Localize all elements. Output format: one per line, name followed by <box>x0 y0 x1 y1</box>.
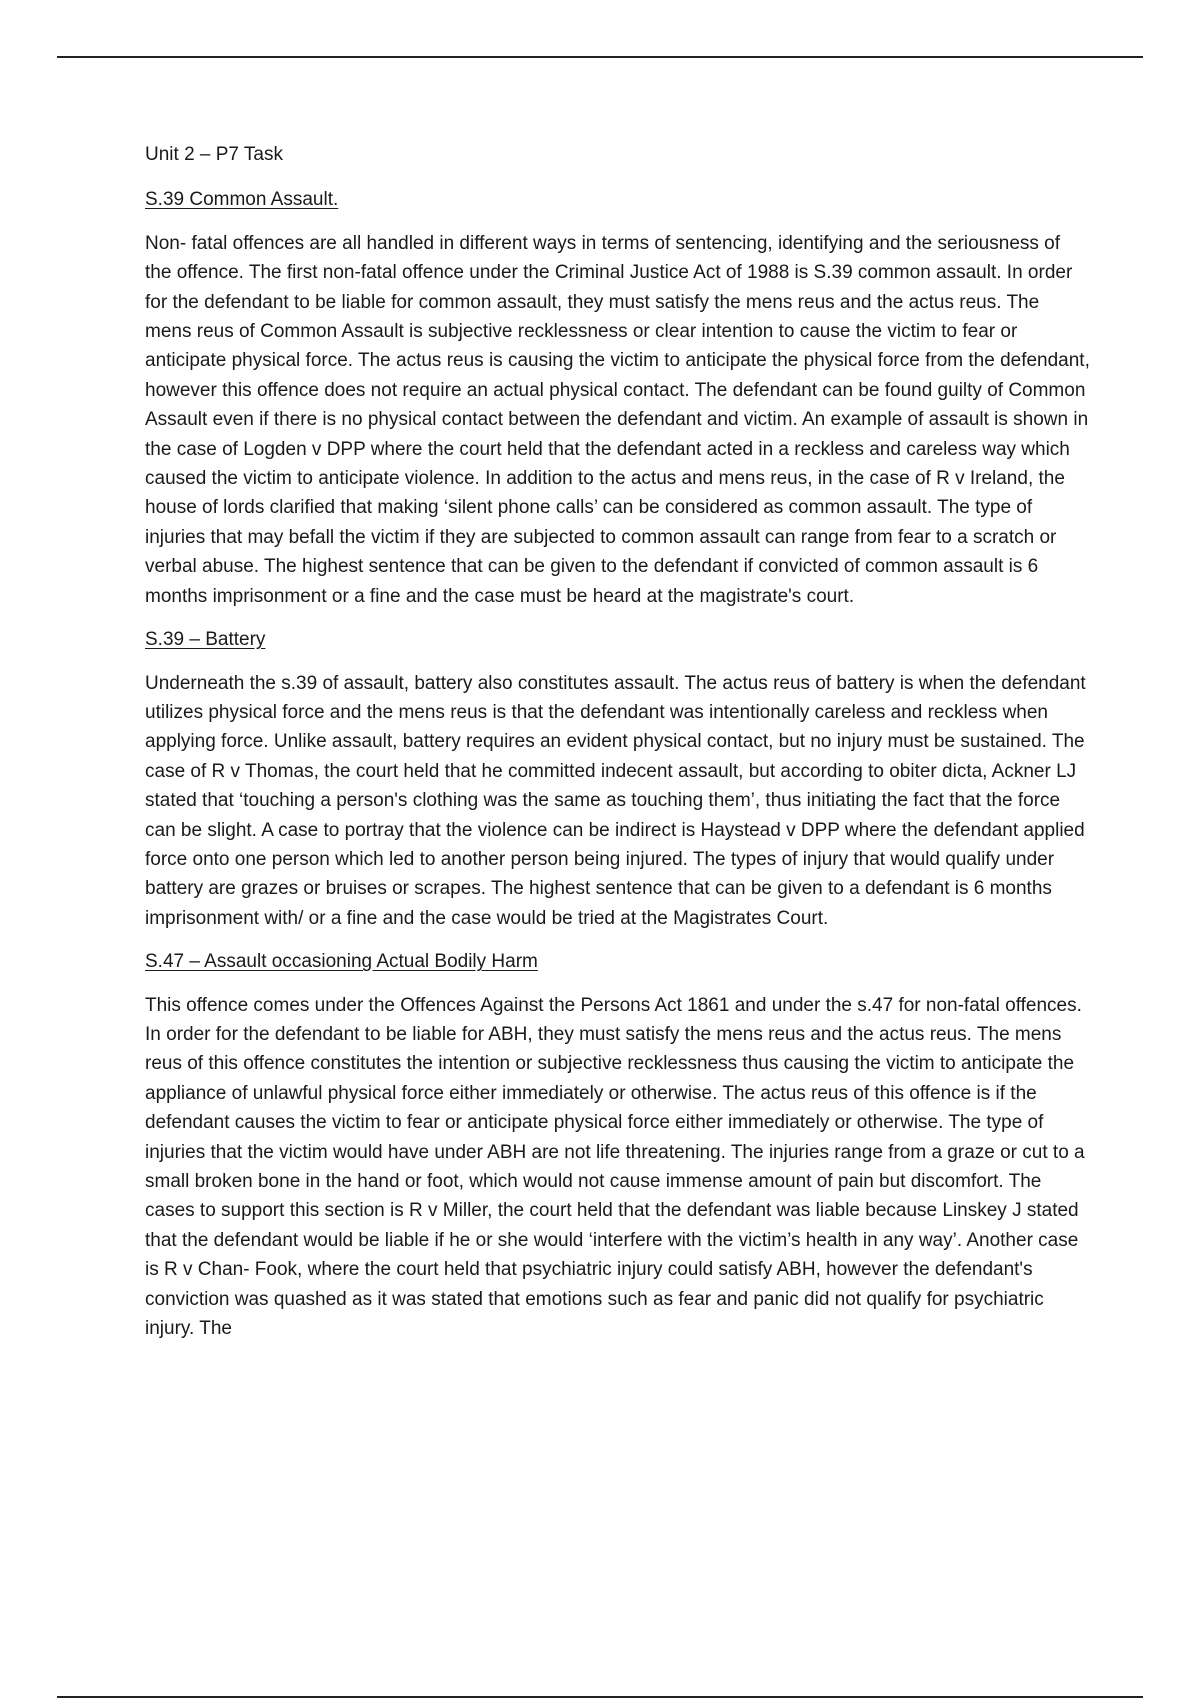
section-heading-common-assault: S.39 Common Assault. <box>145 189 339 211</box>
section-body-abh: This offence comes under the Offences Against the Persons Act 1861 and under the s.47 for non-fatal offences. In order for the defendant to be liable for ABH, they must satisfy the mens reus and the actus reus. The mens reus of this offence constitutes the intention or subjective recklessness thus causing the victim to anticipate the appliance of unlawful physical force either immediately or otherwise. The actus reus of this offence is if the defendant causes the victim to fear or anticipate physical force either immediately or otherwise. The type of injuries that the victim would have under ABH are not life threatening. The injuries range from a graze or cut to a small broken bone in the hand or foot, which would not cause immense amount of pain but discomfort. The cases to support this section is R v Miller, the court held that the defendant was liable because Linskey J stated that the defendant would be liable if he or she would ‘interfere with the victim’s health in any way’. Another case is R v Chan- Fook, where the court held that psychiatric injury could satisfy ABH, however the defendant's conviction was quashed as it was stated that emotions such as fear and panic did not qualify for psychiatric injury. The <box>145 994 1085 1340</box>
document-title: Unit 2 – P7 Task <box>145 144 284 165</box>
section-heading-battery: S.39 – Battery <box>145 629 266 651</box>
section-body-common-assault: Non- fatal offences are all handled in different ways in terms of sentencing, identifying and the seriousness of the offence. The first non-fatal offence under the Criminal Justice Act of 1988 is S.39 common assault. In order for the defendant to be liable for common assault, they must satisfy the mens reus and the actus reus. The mens reus of Common Assault is subjective recklessness or clear intention to cause the victim to fear or anticipate physical force. The actus reus is causing the victim to anticipate the physical force from the defendant, however this offence does not require an actual physical contact. The defendant can be found guilty of Common Assault even if there is no physical contact between the defendant and victim. An example of assault is shown in the case of Logden v DPP where the court held that the defendant acted in a reckless and careless way which caused the victim to anticipate violence. In addition to the actus and mens reus, in the case of R v Ireland, the house of lords clarified that making ‘silent phone calls’ can be considered as common assault. The type of injuries that may befall the victim if they are subjected to common assault can range from fear to a scratch or verbal abuse. The highest sentence that can be given to the defendant if convicted of common assault is 6 months imprisonment or a fine and the case must be heard at the magistrate's court. <box>145 232 1090 607</box>
document-body <box>145 140 1090 1357</box>
footer-rule <box>57 1696 1143 1698</box>
section-heading-abh: S.47 – Assault occasioning Actual Bodily Harm <box>145 951 538 973</box>
section-body-battery: Underneath the s.39 of assault, battery also constitutes assault. The actus reus of battery is when the defendant utilizes physical force and the mens reus is that the defendant was intentionally careless and reckless when applying force. Unlike assault, battery requires an evident physical contact, but no injury must be sustained. The case of R v Thomas, the court held that he committed indecent assault, but according to obiter dicta, Ackner LJ stated that ‘touching a person's clothing was the same as touching them’, thus initiating the fact that the force can be slight. A case to portray that the violence can be indirect is Haystead v DPP where the defendant applied force onto one person which led to another person being injured. The types of injury that would qualify under battery are grazes or bruises or scrapes. The highest sentence that can be given to a defendant is 6 months imprisonment with/ or a fine and the case would be tried at the Magistrates Court. <box>145 672 1086 929</box>
header-rule <box>57 56 1143 58</box>
